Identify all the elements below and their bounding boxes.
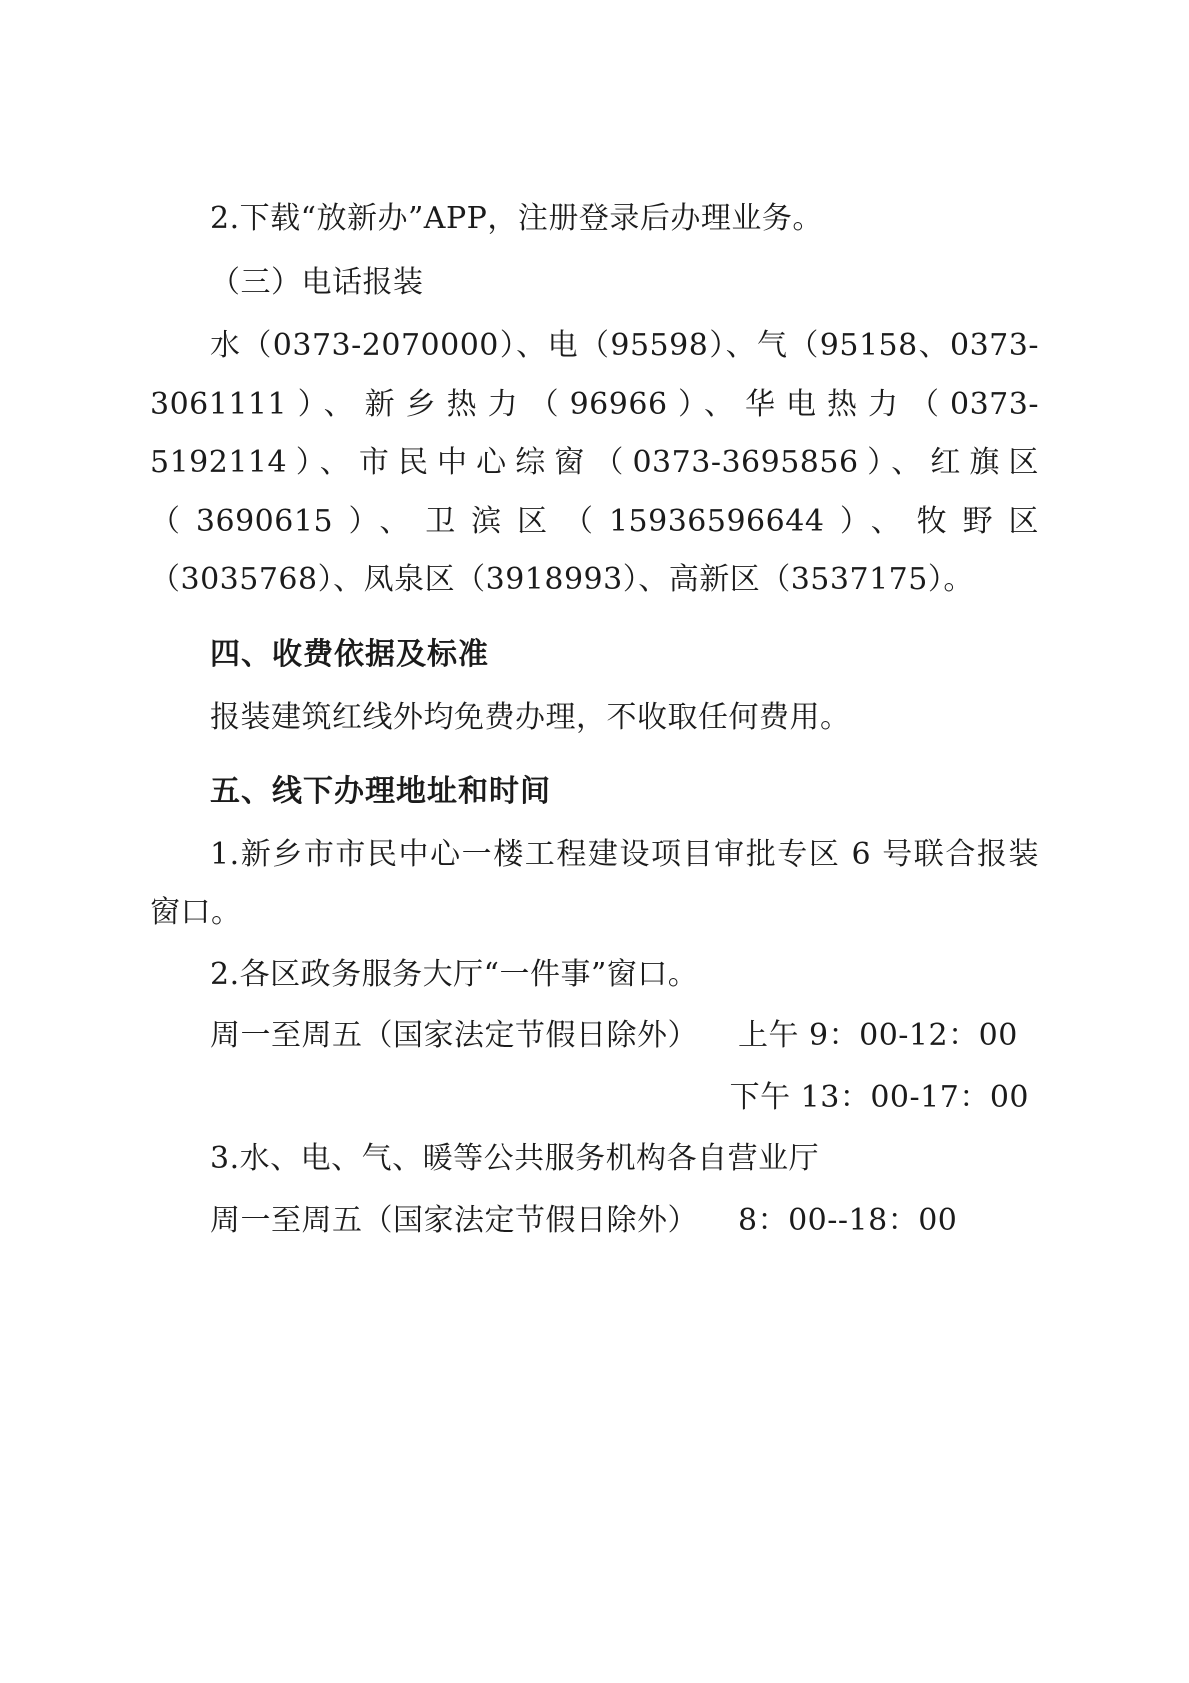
paragraph-section-four-body: 报装建筑红线外均免费办理，不收取任何费用。 (210, 700, 851, 736)
document-body (150, 190, 1039, 1250)
hours-2-days: 周一至周五（国家法定节假日除外） (210, 1203, 698, 1239)
paragraph-app-download: 2.下载“放新办”APP，注册登录后办理业务。 (210, 201, 823, 236)
hours-1-morning: 上午 9：00-12：00 (738, 1018, 1018, 1054)
hours-2-time: 8：00--18：00 (738, 1203, 958, 1239)
hours-1-days: 周一至周五（国家法定节假日除外） (210, 1018, 698, 1054)
hours-line-1-afternoon (150, 1069, 1039, 1127)
paragraph-address-item-3: 3.水、电、气、暖等公共服务机构各自营业厅 (210, 1141, 820, 1177)
heading-section-five: 五、线下办理地址和时间 (210, 773, 551, 809)
hours-line-2 (150, 1192, 1039, 1250)
paragraph-address-item-1: 1.新乡市市民中心一楼工程建设项目审批专区 6 号联合报装窗口。 (150, 837, 1039, 931)
paragraph-phone-list: 水（0373-2070000）、电（95598）、气（95158、0373-3061111）、新乡热力（96966）、华电热力（0373-5192114）、市民中心综窗（0373-3695856）、红旗区（3690615）、卫滨区（15936596644）、牧野区（3035768）、凤泉区（3918993）、高新区（3537175）。 (150, 328, 1039, 598)
hours-line-1 (150, 1007, 1039, 1065)
heading-section-four: 四、收费依据及标准 (210, 636, 489, 672)
paragraph-address-item-2: 2.各区政务服务大厅“一件事”窗口。 (210, 956, 699, 992)
paragraph-section-3-phone-heading: （三）电话报装 (210, 264, 424, 300)
hours-1-afternoon: 下午 13：00-17：00 (729, 1079, 1029, 1115)
